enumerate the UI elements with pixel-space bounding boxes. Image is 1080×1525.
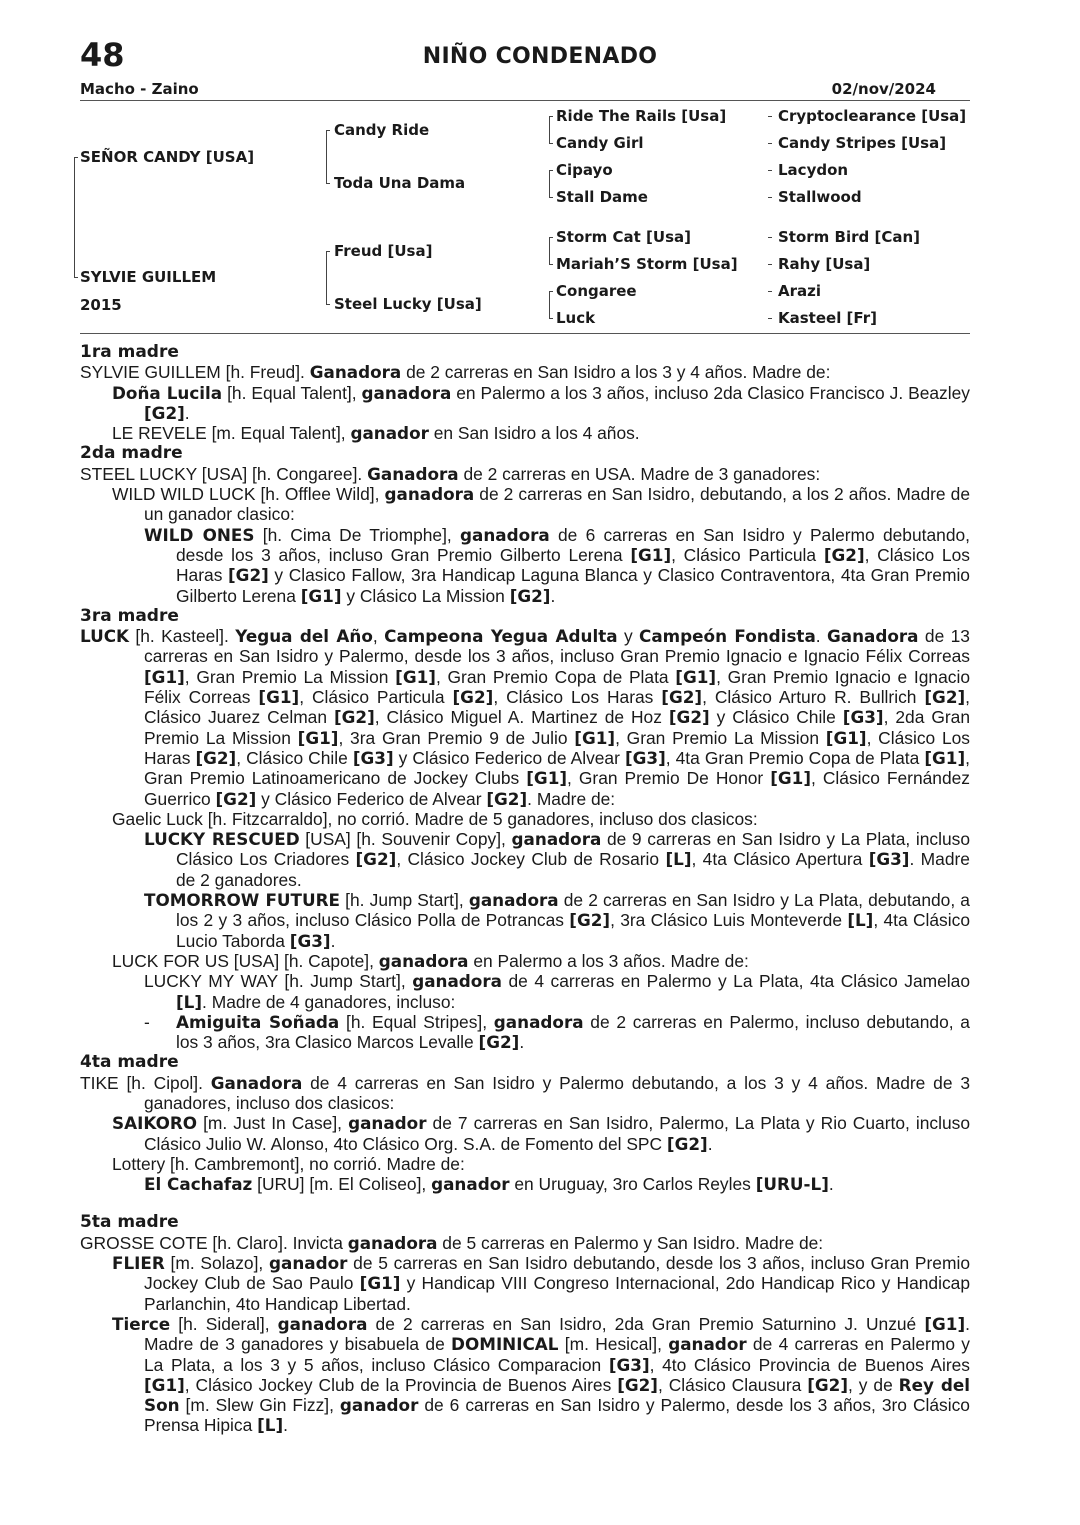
pedigree-gen4: Candy Stripes [Usa] [778, 134, 947, 152]
bold-text: [G1] [675, 666, 717, 687]
entry-text: - [144, 1011, 150, 1032]
pedigree-year: 2015 [80, 296, 122, 314]
pedigree-dam: SYLVIE GUILLEM [80, 268, 217, 286]
pedigree-bracket [326, 130, 330, 131]
entry-text: en Palermo a los 3 años, incluso 2da Clasico Francisco J. Beazley [451, 382, 970, 403]
entry-text: de 13 carreras en San Isidro y Palermo, desde los 3 años, incluso Gran Premio Ignacio e Ignacio Félix Correas [144, 626, 970, 667]
entry-text: [m. Slew Gin Fizz], [179, 1395, 340, 1416]
family-entry [80, 1233, 970, 1253]
entry-text: [h. Kasteel]. [129, 626, 236, 647]
pedigree-bracket [549, 264, 553, 265]
bold-text: [G1] [144, 666, 185, 687]
bold-text: Campeón Fondista [639, 626, 816, 647]
bold-text: ganadora [511, 829, 602, 850]
bold-text: SAIKORO [112, 1113, 198, 1134]
entry-text: SYLVIE GUILLEM [h. Freud]. [80, 362, 310, 383]
bold-text: ganadora [378, 950, 469, 971]
bold-text: [G1] [574, 727, 616, 748]
pedigree-gen4: Rahy [Usa] [778, 255, 871, 273]
pedigree-bracket [74, 157, 78, 158]
top-rule [80, 100, 970, 101]
bold-text: [G2] [195, 747, 237, 768]
entry-text: LUCK FOR US [USA] [h. Capote], [112, 950, 379, 971]
pedigree-gen3: Luck [556, 309, 596, 327]
section-heading: 1ra madre [80, 342, 179, 362]
entry-text: y Clásico Federico de Alvear [393, 747, 625, 768]
bold-text: Ganadora [210, 1072, 303, 1093]
entry-text: de 2 carreras en San Isidro a los 3 y 4 años. Madre de: [401, 362, 831, 383]
pedigree-gen4: Cryptoclearance [Usa] [778, 107, 967, 125]
entry-text: en San Isidro a los 4 años. [428, 423, 640, 444]
bold-text: ganadora [384, 484, 475, 505]
bold-text: [G3] [608, 1354, 650, 1375]
bold-text: [G2] [807, 1374, 849, 1395]
bold-text: [G2] [509, 585, 551, 606]
pedigree-dash [768, 237, 772, 238]
bold-text: ganador [668, 1334, 747, 1355]
entry-text: , Clásico Los Haras [176, 544, 970, 586]
entry-text: , Clásico Fernández Guerrico [144, 768, 971, 809]
entry-text: en Palermo a los 3 años. Madre de: [468, 950, 749, 971]
pedigree-bracket [549, 197, 553, 198]
entry-text: [h. Equal Talent], [222, 382, 362, 403]
entry-text: , 3ra Gran Premio 9 de Julio [338, 727, 575, 748]
entry-text: . Madre de: [527, 788, 616, 809]
entry-text: de 2 carreras en San Isidro y La Plata, debutando, a los 2 y 3 años, incluso Clásico Polla de Potrancas [176, 890, 970, 931]
family-entry [80, 362, 970, 382]
entry-text: , Clásico Clausura [657, 1374, 808, 1395]
entry-text: de 6 carreras en San Isidro y Palermo debutando, desde los 3 años, incluso Gran Premio Gilberto Lerena [176, 524, 970, 565]
pedigree-dash [768, 291, 772, 292]
entry-text: . [550, 585, 556, 606]
family-entry [80, 525, 970, 606]
pedigree-dash [768, 264, 772, 265]
bold-text: ganadora [493, 1011, 584, 1032]
entry-text: [USA] [h. Souvenir Copy], [299, 829, 512, 850]
entry-text: , Gran Premio Copa de Plata [435, 666, 676, 687]
pedigree-bracket [549, 116, 550, 143]
entry-text: y Clásico Chile [709, 707, 843, 728]
bold-text: [G1] [258, 687, 300, 708]
bold-text: [G1] [630, 544, 672, 565]
entry-text: , Gran Premio Ignacio e Ignacio Félix Correas [144, 666, 970, 708]
entry-text: de 2 carreras en San Isidro, debutando, a los 2 años. Madre de un ganador clasico: [144, 484, 970, 525]
pedigree-bracket [326, 183, 330, 184]
bold-text: [G2] [478, 1032, 520, 1053]
entry-text: , Clásico Jockey Club de Rosario [396, 849, 666, 870]
entry-text: WILD WILD LUCK [h. Offlee Wild], [112, 484, 385, 505]
entry-text: . [707, 1133, 713, 1154]
bold-text: WILD ONES [144, 524, 255, 545]
bold-text: Doña Lucila [112, 382, 223, 403]
entry-text: de 4 carreras en San Isidro y Palermo debutando, a los 3 y 4 años. Madre de 3 ganadores, incluso dos clasicos: [144, 1072, 970, 1113]
section-heading: 4ta madre [80, 1052, 179, 1073]
bold-text: [G2] [215, 788, 257, 809]
entry-text: y Clásico Federico de Alvear [256, 788, 487, 809]
bold-text: [G2] [144, 402, 185, 423]
pedigree-dash [768, 318, 772, 319]
family-entry [80, 1012, 970, 1053]
bold-text: ganador [348, 1113, 427, 1134]
entry-text: , Gran Premio Latinoamericano de Jockey Clubs [144, 747, 970, 789]
pedigree-bracket [326, 251, 327, 304]
family-entry [80, 1113, 970, 1154]
entry-text: , Clásico Jockey Club de la Provincia de Buenos Aires [184, 1374, 618, 1395]
bold-text: [G2] [666, 1133, 708, 1154]
family-entry [80, 383, 970, 424]
entry-text: , 3ra Clásico Luis Monteverde [610, 910, 848, 931]
entry-text: , Gran Premio La Mission [184, 666, 396, 687]
entry-text: de 6 carreras en San Isidro y Palermo, desde los 3 años, 3ro Clásico Prensa Hipica [144, 1395, 970, 1436]
bold-text: [G1] [770, 768, 812, 789]
entry-text: y Handicap VIII Congreso Internacional, 2do Handicap Rico y Handicap Parlanchin, 4to Handicap Libertad. [144, 1273, 970, 1314]
bold-text: [G1] [825, 727, 867, 748]
pedigree-gen3: Mariah’S Storm [Usa] [556, 255, 738, 273]
bold-text: [G2] [452, 687, 494, 708]
pedigree-dash [768, 116, 772, 117]
pedigree-bracket [326, 130, 327, 183]
pedigree-gen4: Stallwood [778, 188, 862, 206]
entry-text: . [330, 930, 336, 951]
entry-text: , Gran Premio De Honor [567, 768, 771, 789]
entry-text: , 4to Clásico Provincia de Buenos Aires [649, 1354, 970, 1375]
bold-text: ganadora [412, 971, 502, 992]
bold-text: [G3] [624, 747, 666, 768]
entry-text: de 5 carreras en San Isidro debutando, desde los 3 años, incluso Gran Premio Jockey Club de Sao Paulo [144, 1253, 971, 1294]
pedigree-gen2: Freud [Usa] [334, 242, 433, 260]
entry-text: LE REVELE [m. Equal Talent], [112, 423, 351, 444]
bold-text: LUCKY RESCUED [144, 829, 300, 850]
entry-text: de 2 carreras en Palermo, incluso debutando, a los 3 años, 3ra Clasico Marcos Levalle [176, 1011, 970, 1053]
pedigree-bracket [549, 237, 553, 238]
bold-text: [URU-L] [755, 1174, 829, 1195]
family-entry [80, 464, 970, 484]
entry-text: , Gran Premio La Mission [615, 727, 826, 748]
family-entry [80, 626, 970, 809]
bold-text: ganadora [460, 524, 550, 545]
pedigree-bracket [549, 170, 550, 197]
bold-text: [G2] [661, 687, 703, 708]
section-heading: 3ra madre [80, 605, 179, 626]
entry-text: , Clásico Chile [236, 747, 353, 768]
bold-text: DOMINICAL [451, 1334, 559, 1355]
entry-text: STEEL LUCKY [USA] [h. Congaree]. [80, 463, 368, 484]
bold-text: [G1] [924, 747, 966, 768]
entry-text: [m. Hesical], [558, 1334, 669, 1355]
bold-text: ganador [431, 1174, 510, 1195]
sale-date: 02/nov/2024 [831, 80, 936, 98]
pedigree-sire: SEÑOR CANDY [USA] [80, 148, 255, 166]
bold-text: Campeona Yegua Adulta [384, 626, 618, 647]
bold-text: Rey del Son [144, 1374, 970, 1416]
entry-text: y Clasico Fallow, 3ra Handicap Laguna Blanca y Clasico Contraventora, 4ta Gran Premio Gilberto Lerena [176, 565, 970, 606]
bold-text: ganador [339, 1395, 419, 1416]
family-entry [80, 1174, 970, 1194]
entry-text: , 4ta Clásico Apertura [691, 849, 869, 870]
pedigree-bracket [549, 318, 553, 319]
entry-text: , y de [848, 1374, 899, 1395]
entry-text: . Madre de 2 ganadores. [176, 849, 970, 890]
bold-text: ganador [350, 423, 429, 444]
entry-text: de 4 carreras en Palermo y La Plata, 4ta Clásico Jamelao [501, 971, 970, 992]
entry-text: , Clásico Miguel A. Martinez de Hoz [374, 707, 669, 728]
entry-text: . [519, 1032, 525, 1053]
pedigree-gen4: Kasteel [Fr] [778, 309, 877, 327]
bold-text: [G2] [823, 544, 865, 565]
bold-text: [L] [847, 910, 874, 931]
bold-text: ganadora [277, 1313, 368, 1334]
entry-text: de 2 carreras en San Isidro, 2da Gran Premio Saturnino J. Unzué [367, 1313, 925, 1334]
family-entry [80, 809, 970, 829]
entry-text: en Uruguay, 3ro Carlos Reyles [509, 1174, 756, 1195]
bold-text: [G1] [297, 727, 339, 748]
entry-text: , Clásico Los Haras [144, 727, 970, 768]
entry-text: , 4ta Clásico Lucio Taborda [176, 910, 970, 951]
pedigree-bracket [549, 116, 553, 117]
bold-text: [G3] [868, 849, 910, 870]
female-family [80, 342, 970, 1436]
bold-text: [G1] [395, 666, 436, 687]
entry-text: de 2 carreras en USA. Madre de 3 ganadores: [458, 463, 821, 484]
pedigree-bracket [549, 291, 553, 292]
entry-text: [h. Jump Start], [340, 890, 469, 911]
pedigree-dash [768, 170, 772, 171]
bold-text: [G2] [355, 849, 397, 870]
pedigree-gen4: Lacydon [778, 161, 849, 179]
pedigree-bottom-rule [80, 333, 970, 334]
bold-text: [G2] [924, 687, 966, 708]
bold-text: [L] [665, 849, 692, 870]
sex-color: Macho - Zaino [80, 80, 199, 98]
entry-text: de 7 carreras en San Isidro, Palermo, La Plata y Rio Cuarto, incluso Clásico Julio W. Alonso, 4to Clásico Org. S.A. de Fomento del SPC [144, 1113, 971, 1154]
entry-text: LUCKY MY WAY [h. Jump Start], [144, 971, 413, 992]
entry-text: de 9 carreras en San Isidro y La Plata, incluso Clásico Los Criadores [176, 829, 970, 870]
bold-text: [L] [176, 991, 203, 1012]
bold-text: Yegua del Año [235, 626, 373, 647]
pedigree-bracket [549, 291, 550, 318]
family-entry [80, 423, 970, 443]
entry-text: [URU] [m. El Coliseo], [252, 1174, 432, 1195]
bold-text: [G1] [526, 768, 568, 789]
bold-text: [G1] [924, 1313, 966, 1334]
bold-text: [G2] [228, 565, 269, 586]
pedigree-gen3: Stall Dame [556, 188, 648, 206]
entry-text: GROSSE COTE [h. Claro]. Invicta [80, 1232, 348, 1253]
section-heading: 5ta madre [80, 1212, 179, 1233]
entry-text: . [283, 1415, 288, 1436]
entry-text: , [372, 626, 385, 647]
pedigree-bracket [326, 251, 330, 252]
pedigree-bracket [549, 170, 553, 171]
pedigree-bracket [549, 237, 550, 264]
bold-text: Tierce [112, 1313, 171, 1334]
family-entry [80, 890, 970, 951]
section-heading: 2da madre [80, 443, 183, 464]
entry-text: , Clásico Los Haras [493, 687, 662, 708]
bold-text: [G2] [668, 707, 710, 728]
bold-text: ganador [268, 1253, 348, 1274]
pedigree-gen2: Toda Una Dama [334, 174, 466, 192]
family-entry [80, 1314, 970, 1436]
entry-text: . Madre de 4 ganadores, incluso: [202, 991, 456, 1012]
section-spacer [80, 1194, 970, 1212]
entry-text: [h. Equal Stripes], [339, 1011, 494, 1032]
bold-text: Ganadora [827, 626, 919, 647]
bold-text: ganadora [347, 1232, 438, 1253]
family-entry [80, 951, 970, 971]
entry-text: . [184, 402, 190, 423]
bold-text: [G2] [333, 707, 375, 728]
bold-text: Ganadora [367, 463, 459, 484]
entry-text: de 5 carreras en Palermo y San Isidro. Madre de: [437, 1232, 824, 1253]
bold-text: Amiguita Soñada [176, 1011, 340, 1032]
bold-text: El Cachafaz [144, 1174, 253, 1195]
bold-text: [G1] [359, 1273, 401, 1294]
bold-text: [G3] [842, 707, 884, 728]
entry-text: , Clásico Arturo R. Bullrich [702, 687, 925, 708]
pedigree-bracket [74, 157, 75, 278]
entry-text: Lottery [h. Cambremont], no corrió. Madre de: [112, 1153, 465, 1174]
bold-text: ganadora [361, 382, 452, 403]
family-entry [80, 1073, 970, 1114]
bold-text: [G1] [144, 1374, 185, 1395]
family-entry [80, 484, 970, 525]
pedigree-gen3: Congaree [556, 282, 637, 300]
family-entry [80, 971, 970, 1012]
bold-text: [G2] [617, 1374, 658, 1395]
pedigree-gen3: Cipayo [556, 161, 613, 179]
bold-text: [L] [257, 1415, 284, 1436]
bold-text: ganadora [468, 890, 559, 911]
family-entry [80, 1154, 970, 1174]
pedigree-gen4: Arazi [778, 282, 822, 300]
pedigree-dash [768, 197, 772, 198]
entry-text: . [828, 1174, 834, 1195]
pedigree-gen3: Candy Girl [556, 134, 644, 152]
entry-text: Gaelic Luck [h. Fitzcarraldo], no corrió. Madre de 5 ganadores, incluso dos clasicos: [112, 808, 758, 829]
lot-number: 48 [80, 36, 125, 74]
bold-text: [G2] [569, 910, 611, 931]
entry-text: , Clásico Particula [671, 544, 824, 565]
entry-text: [h. Cima De Triomphe], [254, 524, 460, 545]
family-entry [80, 1253, 970, 1314]
entry-text: TIKE [h. Cipol]. [80, 1072, 211, 1093]
pedigree-gen2: Candy Ride [334, 121, 430, 139]
pedigree-gen3: Ride The Rails [Usa] [556, 107, 727, 125]
bold-text: [G1] [300, 585, 342, 606]
entry-text: y [617, 626, 640, 647]
pedigree-bracket [74, 277, 78, 278]
entry-text: [m. Solazo], [164, 1253, 269, 1274]
entry-text: . [815, 626, 827, 647]
bold-text: TOMORROW FUTURE [144, 890, 340, 911]
pedigree-gen3: Storm Cat [Usa] [556, 228, 691, 246]
entry-text: , Clásico Juarez Celman [144, 687, 971, 728]
bold-text: LUCK [80, 626, 130, 647]
entry-text: . Madre de 3 ganadores y bisabuela de [144, 1313, 970, 1355]
pedigree-bracket [326, 304, 330, 305]
entry-text: [m. Just In Case], [197, 1113, 349, 1134]
horse-name: NIÑO CONDENADO [422, 44, 658, 69]
bold-text: [G3] [289, 930, 331, 951]
bold-text: FLIER [112, 1253, 165, 1274]
entry-text: de 4 carreras en Palermo y La Plata, a los 3 y 5 años, incluso Clásico Comparacion [144, 1334, 970, 1375]
entry-text: , 4ta Gran Premio Copa de Plata [665, 747, 925, 768]
entry-text: , 2da Gran Premio La Mission [144, 707, 970, 748]
entry-text: , Clásico Particula [299, 687, 453, 708]
pedigree-bracket [549, 143, 553, 144]
pedigree-gen2: Steel Lucky [Usa] [334, 295, 482, 313]
entry-text: y Clásico La Mission [341, 585, 510, 606]
bold-text: Ganadora [309, 362, 402, 383]
family-entry [80, 829, 970, 890]
bold-text: [G3] [352, 747, 394, 768]
pedigree-gen4: Storm Bird [Can] [778, 228, 920, 246]
pedigree-dash [768, 143, 772, 144]
bold-text: [G2] [486, 788, 528, 809]
entry-text: [h. Sideral], [170, 1313, 278, 1334]
